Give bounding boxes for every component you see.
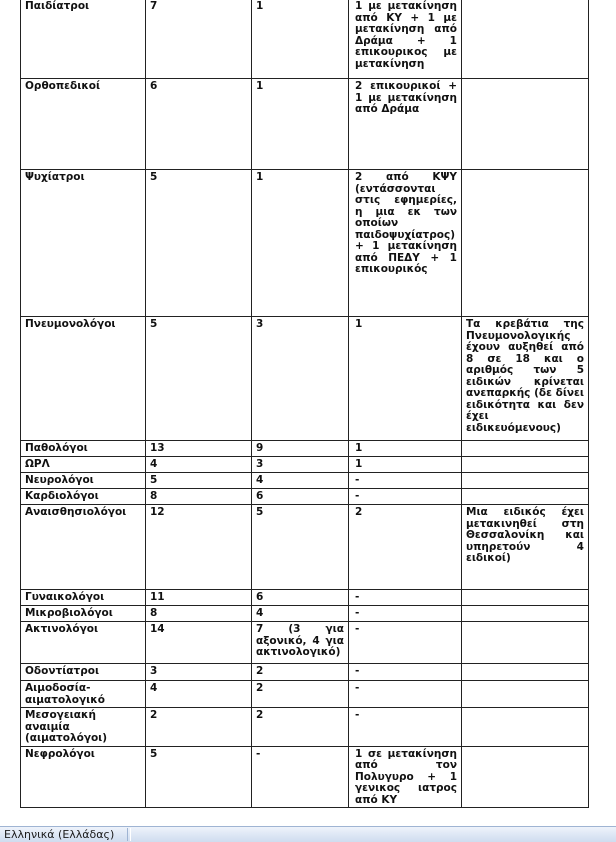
specialty-cell: Καρδιολόγοι — [21, 489, 146, 505]
col3-cell: 1 — [252, 170, 349, 317]
count-cell: 13 — [146, 441, 252, 457]
table-row — [21, 746, 589, 808]
table-row — [21, 590, 589, 606]
col3-cell: - — [252, 746, 349, 808]
specialty-cell: Παθολόγοι — [21, 441, 146, 457]
col3-cell: 6 — [252, 489, 349, 505]
col4-cell: 1 — [349, 441, 462, 457]
table-row — [21, 473, 589, 489]
specialty-cell: Γυναικολόγοι — [21, 590, 146, 606]
note-cell — [462, 457, 589, 473]
note-cell — [462, 622, 589, 664]
specialty-cell: Νεφρολόγοι — [21, 746, 146, 808]
col4-cell: 2 — [349, 505, 462, 590]
specialty-cell: Μικροβιολόγοι — [21, 606, 146, 622]
count-cell: 14 — [146, 622, 252, 664]
count-cell: 5 — [146, 746, 252, 808]
count-cell: 11 — [146, 590, 252, 606]
note-cell — [462, 590, 589, 606]
specialty-cell: Ψυχίατροι — [21, 170, 146, 317]
specialty-cell: Νευρολόγοι — [21, 473, 146, 489]
count-cell: 4 — [146, 457, 252, 473]
col4-cell: 2 επικουρικοί + 1 με μετακίνηση από Δράμα — [349, 79, 462, 170]
table-row — [21, 622, 589, 664]
note-cell — [462, 441, 589, 457]
count-cell: 8 — [146, 489, 252, 505]
table-row — [21, 317, 589, 441]
specialty-cell: Μεσογειακή αναιμία (αιματολόγοι) — [21, 708, 146, 747]
language-indicator[interactable]: Ελληνικά (Ελλάδας) — [4, 828, 115, 841]
table-row — [21, 708, 589, 747]
table-row — [21, 664, 589, 681]
note-cell — [462, 681, 589, 708]
col4-cell: 1 — [349, 457, 462, 473]
count-cell: 5 — [146, 317, 252, 441]
specialty-cell: Οδοντίατροι — [21, 664, 146, 681]
col3-cell: 1 — [252, 79, 349, 170]
col4-cell: - — [349, 489, 462, 505]
col3-cell: 3 — [252, 317, 349, 441]
col4-cell: 1 με μετακίνηση από ΚΥ + 1 με μετακίνηση από Δράμα + 1 επικουρικος με μετακίνηση — [349, 0, 462, 79]
count-cell: 6 — [146, 79, 252, 170]
count-cell: 7 — [146, 0, 252, 79]
count-cell: 5 — [146, 170, 252, 317]
note-cell: Μια ειδικός έχει μετακινηθεί στη Θεσσαλονίκη και υπηρετούν 4 ειδικοί) — [462, 505, 589, 590]
count-cell: 2 — [146, 708, 252, 747]
count-cell: 12 — [146, 505, 252, 590]
note-cell — [462, 0, 589, 79]
count-cell: 4 — [146, 681, 252, 708]
table-row — [21, 505, 589, 590]
col4-cell: - — [349, 473, 462, 489]
specialty-cell: ΩΡΛ — [21, 457, 146, 473]
col3-cell: 2 — [252, 708, 349, 747]
table-row — [21, 457, 589, 473]
note-cell — [462, 489, 589, 505]
col3-cell: 5 — [252, 505, 349, 590]
status-bar-divider — [127, 828, 131, 841]
status-bar — [0, 826, 616, 842]
col3-cell: 2 — [252, 681, 349, 708]
col3-cell: 6 — [252, 590, 349, 606]
note-cell — [462, 746, 589, 808]
count-cell: 3 — [146, 664, 252, 681]
col3-cell: 7 (3 για αξονικό, 4 για ακτινολογικό) — [252, 622, 349, 664]
col4-cell: 2 από ΚΨΥ (εντάσσονται στις εφημερίες, η μια εκ των οποίων παιδοψυχίατρος) + 1 μετακίνηση από ΠΕΔΥ + 1 επικουρικός — [349, 170, 462, 317]
col3-cell: 9 — [252, 441, 349, 457]
specialty-cell: Ορθοπεδικοί — [21, 79, 146, 170]
col3-cell: 3 — [252, 457, 349, 473]
specialty-cell: Αναισθησιολόγοι — [21, 505, 146, 590]
table-row — [21, 79, 589, 170]
specialty-cell: Αιμοδοσία-αιματολογικό — [21, 681, 146, 708]
col4-cell: - — [349, 606, 462, 622]
table-row — [21, 0, 589, 79]
table-row — [21, 681, 589, 708]
table-body — [21, 0, 589, 808]
specialty-cell: Πνευμονολόγοι — [21, 317, 146, 441]
count-cell: 8 — [146, 606, 252, 622]
col3-cell: 1 — [252, 0, 349, 79]
table-row — [21, 441, 589, 457]
count-cell: 5 — [146, 473, 252, 489]
note-cell — [462, 170, 589, 317]
note-cell — [462, 664, 589, 681]
table-row — [21, 606, 589, 622]
specialty-cell: Ακτινολόγοι — [21, 622, 146, 664]
col3-cell: 4 — [252, 473, 349, 489]
col4-cell: - — [349, 681, 462, 708]
col4-cell: - — [349, 590, 462, 606]
note-cell — [462, 708, 589, 747]
col3-cell: 4 — [252, 606, 349, 622]
table-row — [21, 170, 589, 317]
table-row — [21, 489, 589, 505]
col4-cell: 1 — [349, 317, 462, 441]
note-cell: Τα κρεβάτια της Πνευμονολογικής έχουν αυξηθεί από 8 σε 18 και ο αριθμός των 5 ειδικών κρίνεται ανεπαρκής (δε δίνει ειδικότητα και δεν έχει ειδικευόμενους) — [462, 317, 589, 441]
col4-cell: - — [349, 664, 462, 681]
col4-cell: - — [349, 622, 462, 664]
col3-cell: 2 — [252, 664, 349, 681]
col4-cell: - — [349, 708, 462, 747]
note-cell — [462, 79, 589, 170]
specialty-cell: Παιδίατροι — [21, 0, 146, 79]
staffing-table — [20, 0, 589, 808]
col4-cell: 1 σε μετακίνηση από τον Πολυγυρο + 1 γενικος ιατρος από ΚΥ — [349, 746, 462, 808]
note-cell — [462, 473, 589, 489]
note-cell — [462, 606, 589, 622]
